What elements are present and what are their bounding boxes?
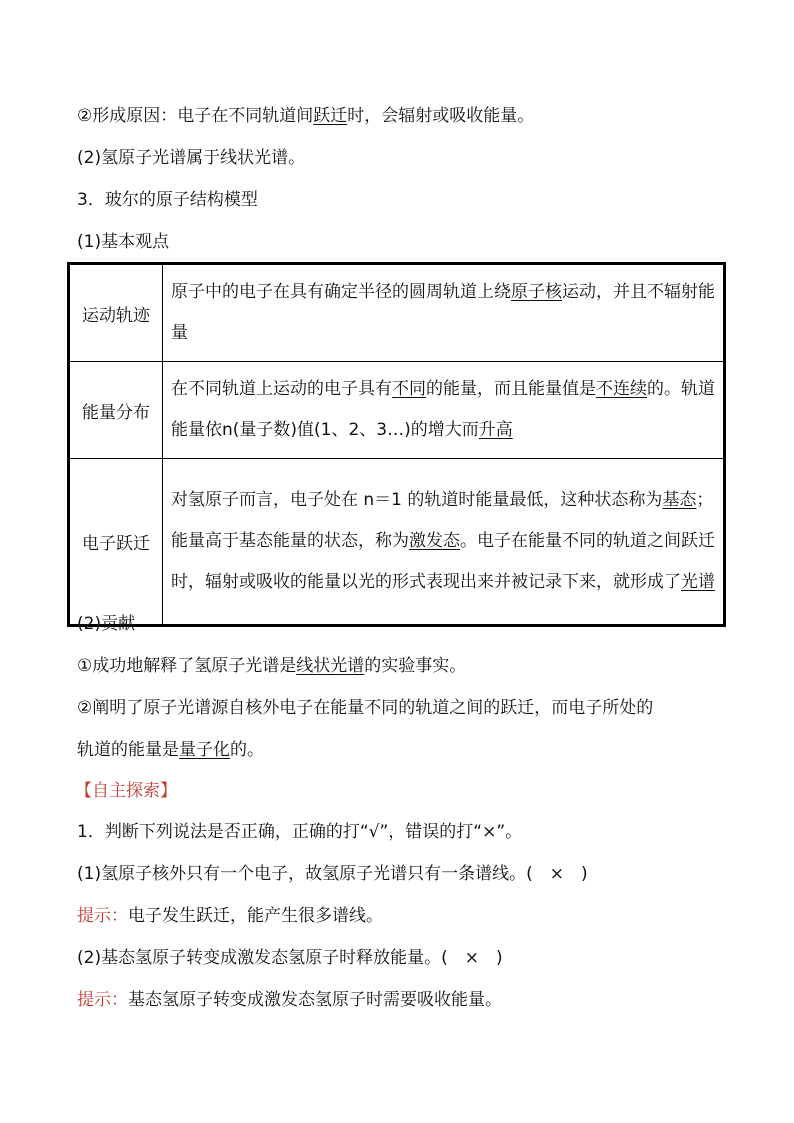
- text: 对氢原子而言，电子处在 n＝1 的轨道时能量最低，这种状态称为: [171, 490, 663, 510]
- explore-heading: 【自主探索】: [75, 781, 177, 801]
- text: 在不同轨道上运动的电子具有: [171, 379, 392, 399]
- underlined-answer: 不同: [392, 379, 426, 399]
- row-content: [163, 264, 725, 362]
- paragraph-contribution-1: [77, 654, 466, 678]
- text: 的。轨道能量依n(量子数)值(1、2、3…)的增大而: [171, 379, 715, 440]
- text: ①成功地解释了氢原子光谱是: [77, 656, 297, 676]
- paragraph-contribution-3: [77, 738, 264, 762]
- table-row: [69, 459, 725, 626]
- question-1: (1)氢原子核外只有一个电子，故氢原子光谱只有一条谱线。( × ): [77, 864, 588, 884]
- subsection-basic-viewpoints: (1)基本观点: [77, 232, 170, 252]
- text: 。电子在能量不同的轨道之间跃迁时，辐射或吸收的能量以光的形式表现出来并被记录下来，就形成了: [171, 531, 715, 592]
- text: 原子中的电子在具有确定半径的圆周轨道上绕: [171, 282, 511, 302]
- paragraph-line-spectrum: (2)氢原子光谱属于线状光谱。: [77, 148, 306, 168]
- text: 时，会辐射或吸收能量。: [347, 106, 535, 126]
- underlined-answer: 量子化: [179, 740, 230, 760]
- underlined-answer: 不连续: [596, 379, 647, 399]
- underlined-answer: 激发态: [409, 531, 460, 551]
- underlined-answer: 跃迁: [313, 106, 348, 126]
- hint-2: [77, 988, 502, 1012]
- subsection-contribution: (2)贡献: [77, 614, 136, 634]
- text: ②形成原因：电子在不同轨道间: [77, 106, 314, 126]
- table-row: [69, 362, 725, 459]
- text: 的。: [230, 740, 264, 760]
- text: 的能量，而且能量值是: [426, 379, 596, 399]
- hint-1: [77, 904, 383, 928]
- section-heading-bohr-model: 3．玻尔的原子结构模型: [77, 190, 258, 210]
- row-content: [163, 459, 725, 626]
- paragraph-formation-cause: [77, 104, 534, 128]
- text: 运动，并且不辐射能量: [171, 282, 715, 343]
- row-label: 电子跃迁: [69, 459, 163, 626]
- table-row: [69, 264, 725, 362]
- underlined-answer: 线状光谱: [296, 656, 365, 676]
- underlined-answer: 基态: [662, 490, 697, 510]
- bohr-model-table: [67, 262, 726, 627]
- text: 轨道的能量是: [77, 740, 179, 760]
- hint-text: 基态氢原子转变成激发态氢原子时需要吸收能量。: [128, 990, 502, 1010]
- hint-label: 提示：: [77, 990, 128, 1010]
- text: ；能量高于基态能量的状态，称为: [171, 490, 714, 551]
- question-intro: 1．判断下列说法是否正确，正确的打“√”，错误的打“×”。: [77, 822, 523, 842]
- hint-text: 电子发生跃迁，能产生很多谱线。: [128, 906, 383, 926]
- underlined-answer: 光谱: [681, 572, 715, 592]
- row-label: 能量分布: [69, 362, 163, 459]
- row-content: [163, 362, 725, 459]
- paragraph-contribution-2: ②阐明了原子光谱源自核外电子在能量不同的轨道之间的跃迁，而电子所处的: [77, 698, 654, 718]
- underlined-answer: 升高: [478, 420, 513, 440]
- question-2: (2)基态氢原子转变成激发态氢原子时释放能量。( × ): [77, 948, 503, 968]
- row-label: 运动轨迹: [69, 264, 163, 362]
- text: 的实验事实。: [364, 656, 467, 676]
- hint-label: 提示：: [77, 906, 128, 926]
- underlined-answer: 原子核: [511, 282, 562, 302]
